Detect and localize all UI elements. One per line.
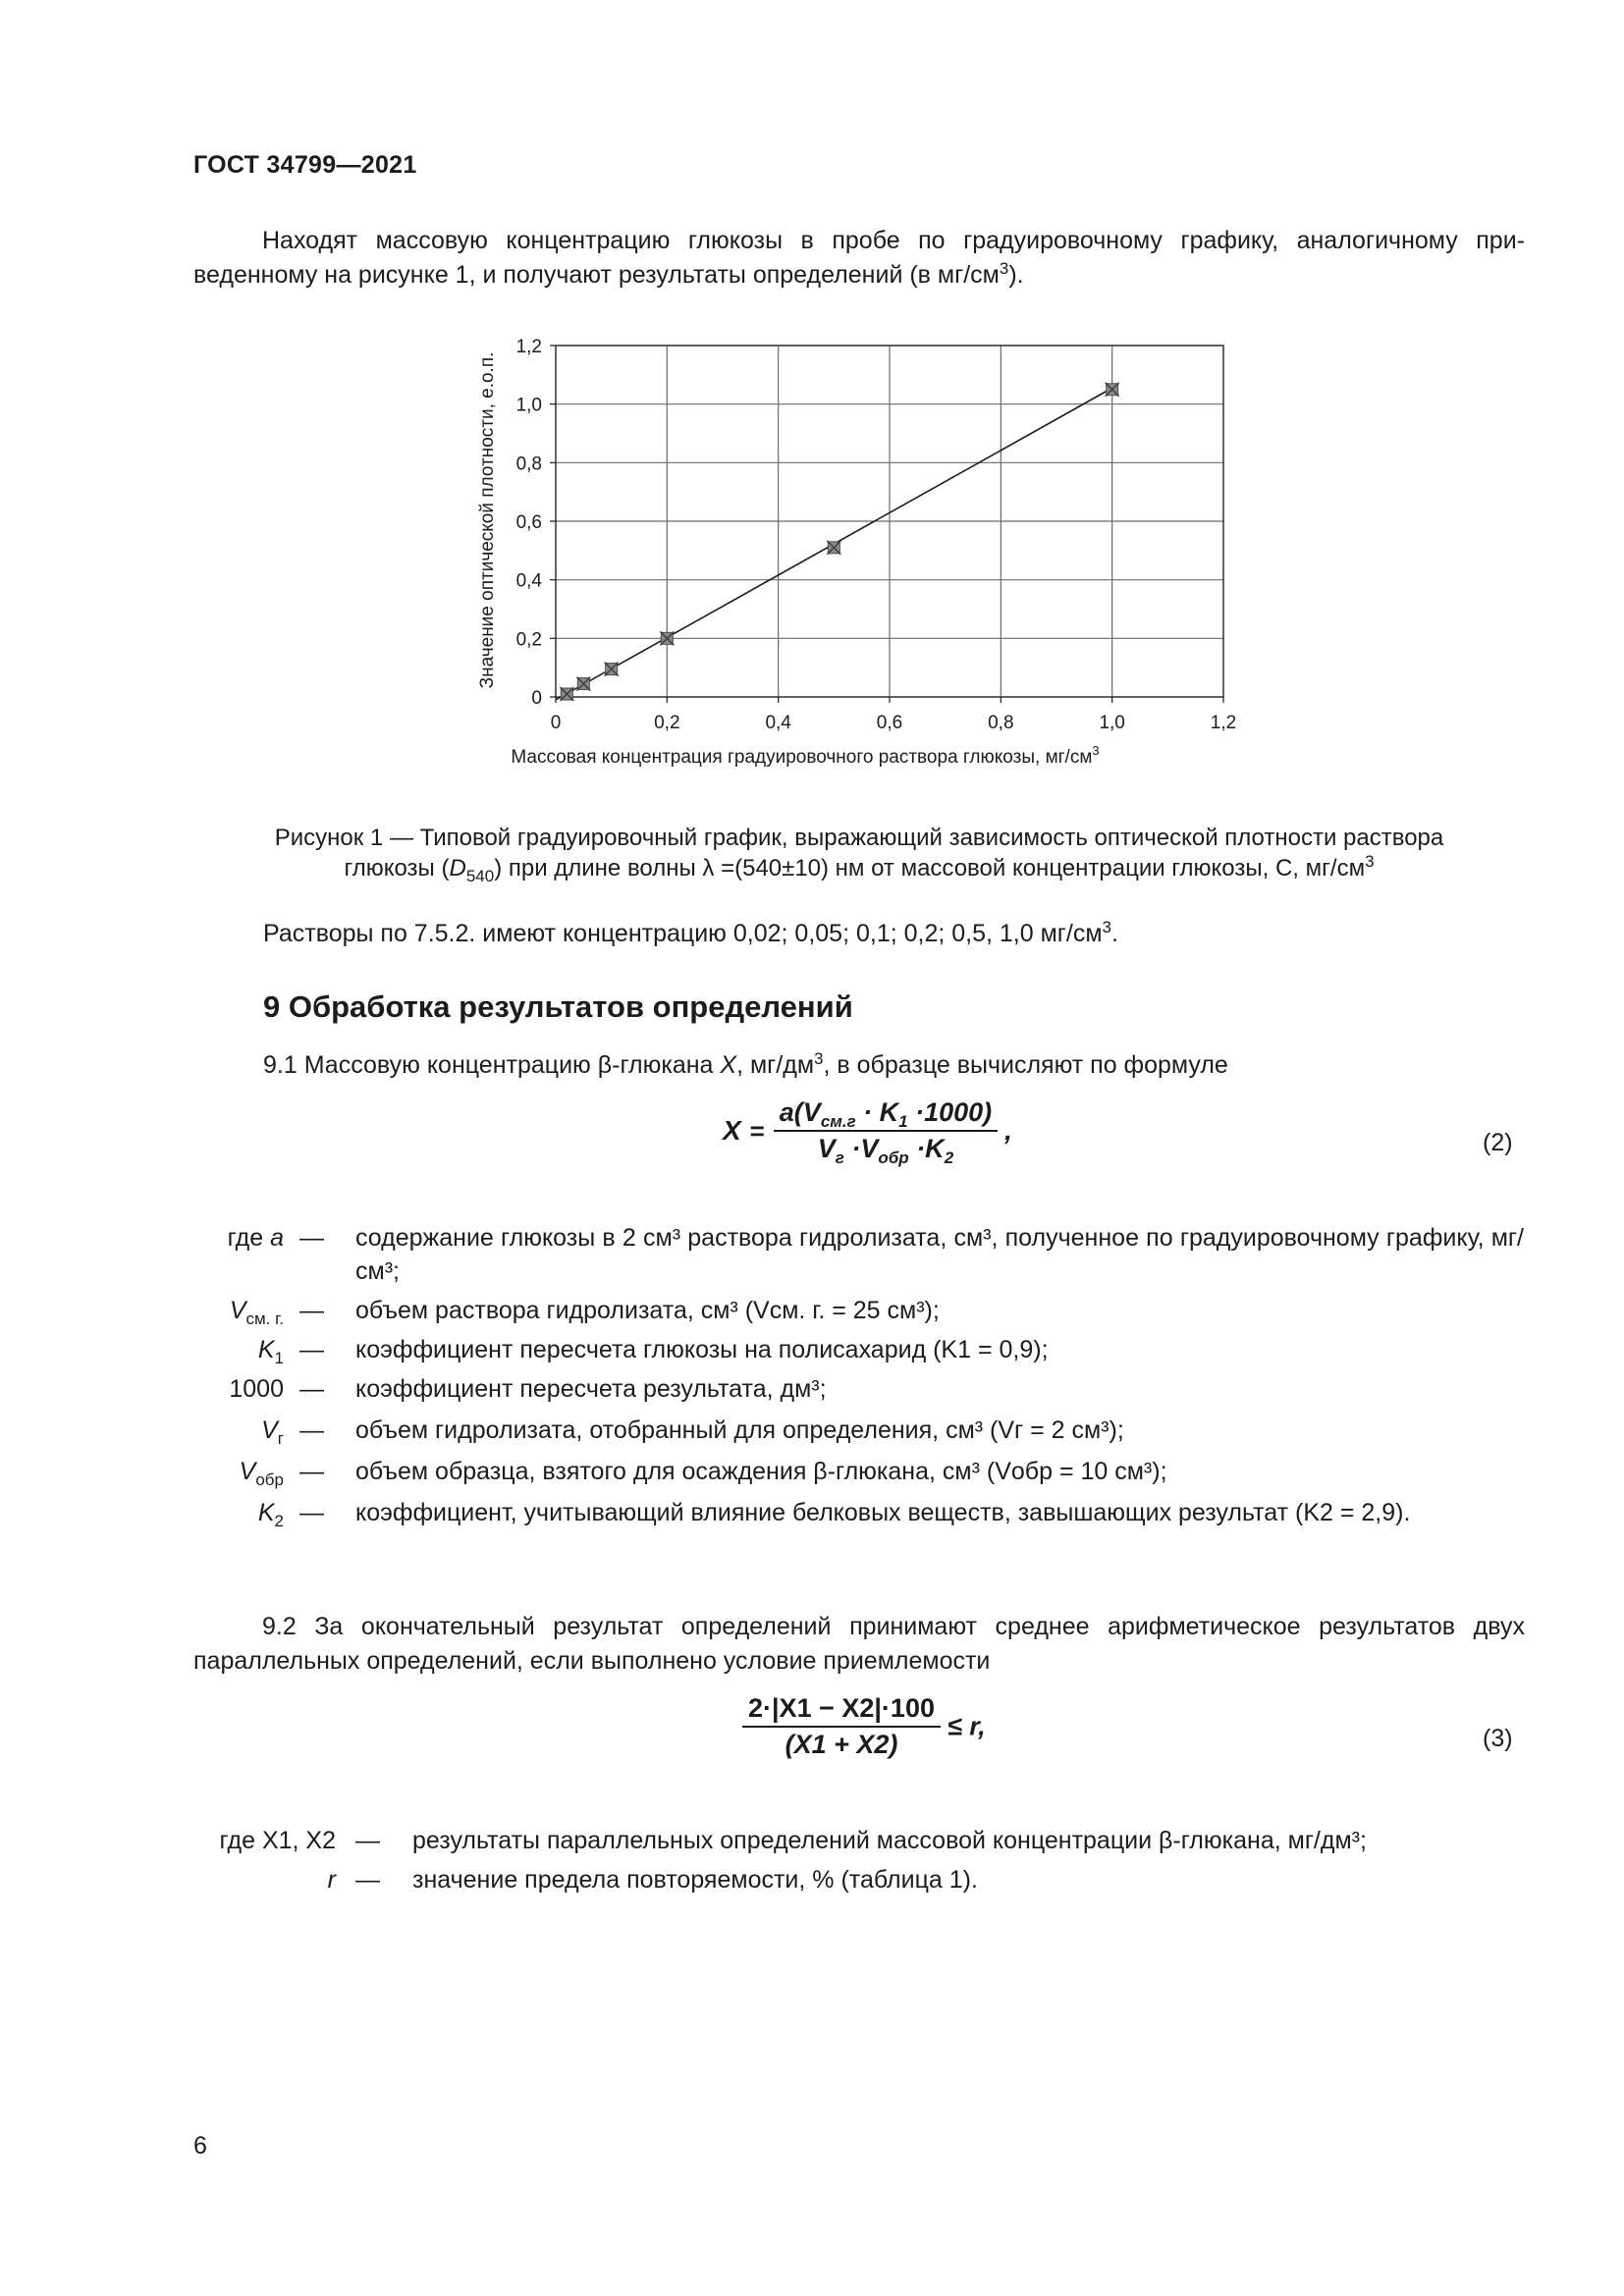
- legend-dash: —: [299, 1297, 324, 1324]
- intro-paragraph: [193, 224, 1525, 293]
- legend-symbol: r: [327, 1866, 336, 1894]
- x-tick-label: 0,4: [765, 713, 791, 733]
- intro-text: Находят массовую концентрацию глюкозы в пробе по градуировочному графику, аналогичному приведенному на рисунке 1, и получают результаты определений (в мг/см: [193, 227, 1525, 289]
- figure-caption-line2: глюкозы $(D_{540})$ при длине волны λ =(540±10) нм от массовой концентрации глюкозы, С, $мг/см^3$: [344, 852, 1375, 885]
- x-tick-label: 0,8: [988, 713, 1014, 733]
- y-tick-label: 0,6: [515, 512, 542, 533]
- document-header: ГОСТ 34799—2021: [193, 151, 417, 179]
- legend-description: объем образца, взятого для осаждения β-глюкана, см³ (Vобр = 10 см³);: [355, 1458, 1167, 1485]
- solutions-note: Растворы по 7.5.2. имеют концентрацию 0,02; 0,05; 0,1; 0,2; 0,5, 1,0 $мг/см^3$.: [263, 918, 1118, 947]
- legend-description: объем гидролизата, отобранный для определения, см³ (Vг = 2 см³);: [355, 1416, 1124, 1444]
- y-tick-label: 0,8: [515, 454, 542, 475]
- formula-2-number: (2): [1483, 1129, 1513, 1156]
- legend-symbol: $V_{см. г.}$: [229, 1297, 284, 1328]
- y-tick-label: 0,2: [515, 629, 542, 651]
- chart-y-axis-label: Значение оптической плотности, е.о.п.: [477, 351, 498, 689]
- legend-dash: —: [299, 1458, 324, 1485]
- y-tick-label: 1,2: [515, 337, 542, 357]
- legend-description: коэффициент пересчета результата, дм³;: [355, 1375, 827, 1403]
- legend-symbol: $K_2$: [257, 1499, 284, 1530]
- formula-3: $\frac{2\cdot|X1 - X2|\cdot 100}{(X1 + X2)}$ ≤ r,: [742, 1693, 986, 1760]
- legend-symbol: где a: [227, 1224, 284, 1252]
- page-number: 6: [193, 2132, 207, 2160]
- y-tick-label: 0: [531, 688, 542, 709]
- legend-description: коэффициент пересчета глюкозы на полисахарид (K1 = 0,9);: [355, 1336, 1049, 1363]
- data-point: [827, 541, 840, 555]
- legend-symbol: где X1, X2: [219, 1827, 336, 1854]
- x-tick-label: 0: [550, 713, 562, 733]
- legend-dash: —: [299, 1336, 324, 1363]
- chart-x-axis-label: Массовая концентрация градуировочного раствора глюкозы, $мг/см^3$: [511, 743, 1100, 768]
- legend-dash: —: [355, 1866, 380, 1894]
- y-tick-label: 1,0: [515, 395, 542, 416]
- data-point: [576, 677, 590, 691]
- formula-2: X = $\frac{a(V_{см.г} \cdot K_1 \cdot 1000)}{V_г \cdot V_{обр} \cdot K_2}$ ,: [723, 1097, 1012, 1167]
- y-tick-label: 0,4: [515, 570, 542, 592]
- data-point: [560, 687, 573, 701]
- data-point: [1106, 383, 1119, 397]
- data-point: [660, 631, 674, 645]
- x-tick-label: 1,0: [1099, 713, 1125, 733]
- intro-text-end: ).: [1008, 261, 1024, 289]
- legend-symbol: $V_{обр}$: [239, 1458, 284, 1489]
- legend-dash: —: [299, 1375, 324, 1403]
- legend-symbol: $V_г$: [261, 1416, 284, 1448]
- section-title: 9 Обработка результатов определений: [263, 989, 853, 1024]
- formula-3-number: (3): [1483, 1725, 1513, 1752]
- paragraph-9-2: 9.2 За окончательный результат определений принимают среднее арифметическое результатов двух параллельных определений, если выполнено условие приемлемости: [193, 1613, 1525, 1675]
- chart-ticks: [516, 337, 1237, 733]
- data-point: [605, 663, 619, 676]
- legend-description: значение предела повторяемости, % (таблица 1).: [412, 1866, 978, 1894]
- calibration-chart: [461, 324, 1247, 785]
- legend-description: результаты параллельных определений массовой концентрации β-глюкана, мг/дм³;: [412, 1827, 1367, 1854]
- legend-dash: —: [299, 1499, 324, 1526]
- figure-caption-line1: Рисунок 1 — Типовой градуировочный график, выражающий зависимость оптической плотности раствора: [274, 825, 1444, 851]
- legend-description: коэффициент, учитывающий влияние белковых веществ, завышающих результат (K2 = 2,9).: [355, 1499, 1411, 1526]
- legend-symbol: 1000: [229, 1375, 284, 1403]
- legend-description: содержание глюкозы в 2 см³ раствора гидролизата, см³, полученное по градуировочному графику, мг/см³;: [355, 1224, 1524, 1285]
- legend-symbol: $K_1$: [257, 1336, 284, 1367]
- legend-description: объем раствора гидролизата, см³ (Vсм. г. = 25 см³);: [355, 1297, 940, 1324]
- legend-dash: —: [299, 1224, 324, 1252]
- x-tick-label: 0,2: [654, 713, 680, 733]
- x-tick-label: 0,6: [876, 713, 903, 733]
- legend-dash: —: [299, 1416, 324, 1444]
- figure-caption: [193, 823, 1525, 883]
- x-tick-label: 1,2: [1210, 713, 1237, 733]
- paragraph-9-1: 9.1 Массовую концентрацию β-глюкана X, $мг/дм^3$, в образце вычисляют по формуле: [263, 1049, 1228, 1079]
- intro-sup: 3: [999, 259, 1009, 278]
- legend-dash: —: [355, 1827, 380, 1854]
